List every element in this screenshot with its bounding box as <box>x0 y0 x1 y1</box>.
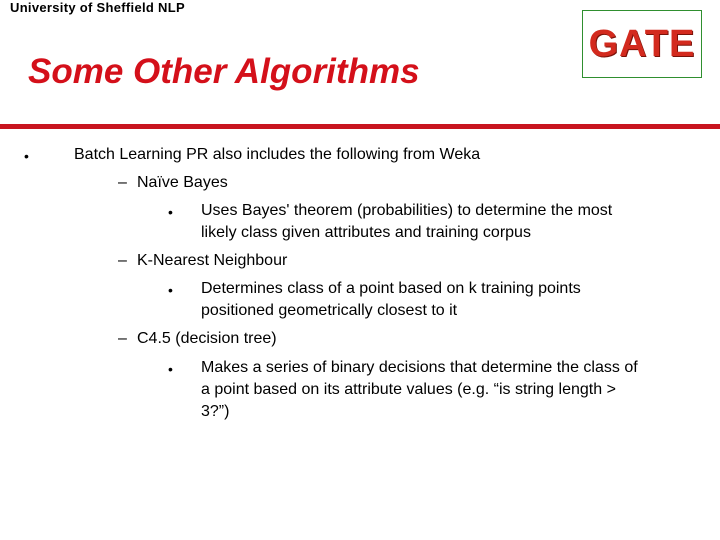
sub-item-c45: C4.5 (decision tree) <box>137 330 277 347</box>
dash-icon: – <box>118 252 127 269</box>
slide-title: Some Other Algorithms <box>28 52 420 91</box>
bullet-icon: • <box>168 282 173 298</box>
gate-logo-text: GATE <box>588 22 696 65</box>
sub-item-naive-bayes: Naïve Bayes <box>137 174 228 191</box>
detail-naive-bayes-line-2: likely class given attributes and training corpus <box>201 224 531 241</box>
dash-icon: – <box>118 330 127 347</box>
detail-naive-bayes-line-1: Uses Bayes' theorem (probabilities) to determine the most <box>201 202 613 219</box>
detail-knn-line-2: positioned geometrically closest to it <box>201 302 458 319</box>
detail-c45-line-2: a point based on its attribute values (e.g. “is string length > <box>201 381 616 398</box>
bullet-icon: • <box>24 148 29 164</box>
bullet-icon: • <box>168 361 173 377</box>
gate-logo <box>582 10 702 78</box>
detail-knn-line-1: Determines class of a point based on k training points <box>201 280 581 297</box>
dash-icon: – <box>118 174 127 191</box>
sub-item-knn: K-Nearest Neighbour <box>137 252 288 269</box>
title-divider <box>0 124 720 129</box>
detail-c45-line-1: Makes a series of binary decisions that determine the class of <box>201 359 638 376</box>
bullet-item: Batch Learning PR also includes the following from Weka <box>74 146 481 163</box>
header-org: University of Sheffield NLP <box>10 0 185 15</box>
detail-c45-line-3: 3?”) <box>201 403 230 420</box>
bullet-icon: • <box>168 204 173 220</box>
